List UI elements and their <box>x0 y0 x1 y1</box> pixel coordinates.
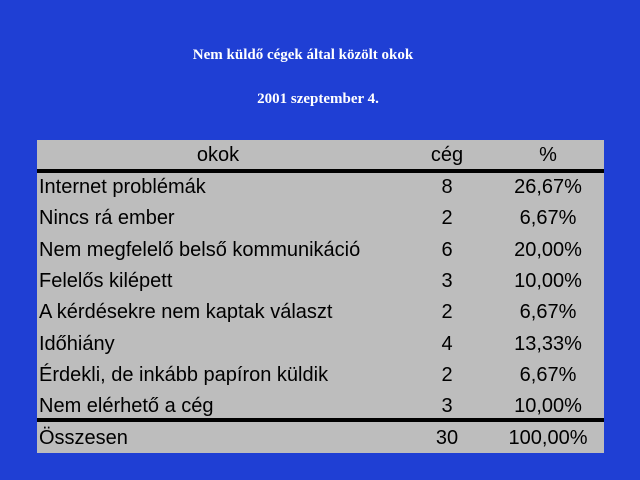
reason-cell: Nincs rá ember <box>39 207 175 229</box>
percent-cell: 20,00% <box>514 239 582 261</box>
percent-cell: 6,67% <box>519 207 577 229</box>
table-row <box>37 266 604 297</box>
reason-cell: Érdekli, de inkább papíron küldik <box>39 364 329 386</box>
total-label-cell: Összesen <box>39 427 128 449</box>
reasons-table <box>37 140 604 453</box>
table-row <box>37 235 604 266</box>
reason-cell: Nem megfelelő belső kommunikáció <box>39 239 361 261</box>
count-cell: 8 <box>441 176 453 198</box>
count-cell: 2 <box>441 207 453 229</box>
slide-title: Nem küldő cégek által közölt okok <box>192 47 414 63</box>
total-count-cell: 30 <box>435 427 459 449</box>
percent-cell: 6,67% <box>519 301 577 323</box>
percent-cell: 6,67% <box>519 364 577 386</box>
percent-cell: 10,00% <box>514 270 582 292</box>
header-percent: % <box>539 144 557 166</box>
header-ceg: cég <box>430 144 464 166</box>
count-cell: 6 <box>441 239 453 261</box>
table-row <box>37 297 604 328</box>
reason-cell: A kérdésekre nem kaptak választ <box>39 301 333 323</box>
count-cell: 2 <box>441 301 453 323</box>
total-divider <box>37 418 604 422</box>
reason-cell: Internet problémák <box>39 176 206 198</box>
table-header-row <box>37 140 604 171</box>
table-row <box>37 360 604 391</box>
reason-cell: Időhiány <box>39 333 115 355</box>
reason-cell: Nem elérhető a cég <box>39 395 214 417</box>
count-cell: 2 <box>441 364 453 386</box>
percent-cell: 26,67% <box>514 176 582 198</box>
count-cell: 3 <box>441 395 453 417</box>
table-row <box>37 329 604 360</box>
percent-cell: 13,33% <box>514 333 582 355</box>
total-percent-cell: 100,00% <box>508 427 588 449</box>
table-row <box>37 203 604 234</box>
count-cell: 3 <box>441 270 453 292</box>
reason-cell: Felelős kilépett <box>39 270 173 292</box>
table-total-row <box>37 423 604 454</box>
slide-date: 2001 szeptember 4. <box>257 91 379 107</box>
percent-cell: 10,00% <box>514 395 582 417</box>
header-okok: okok <box>196 144 240 166</box>
table-row <box>37 172 604 203</box>
count-cell: 4 <box>441 333 453 355</box>
